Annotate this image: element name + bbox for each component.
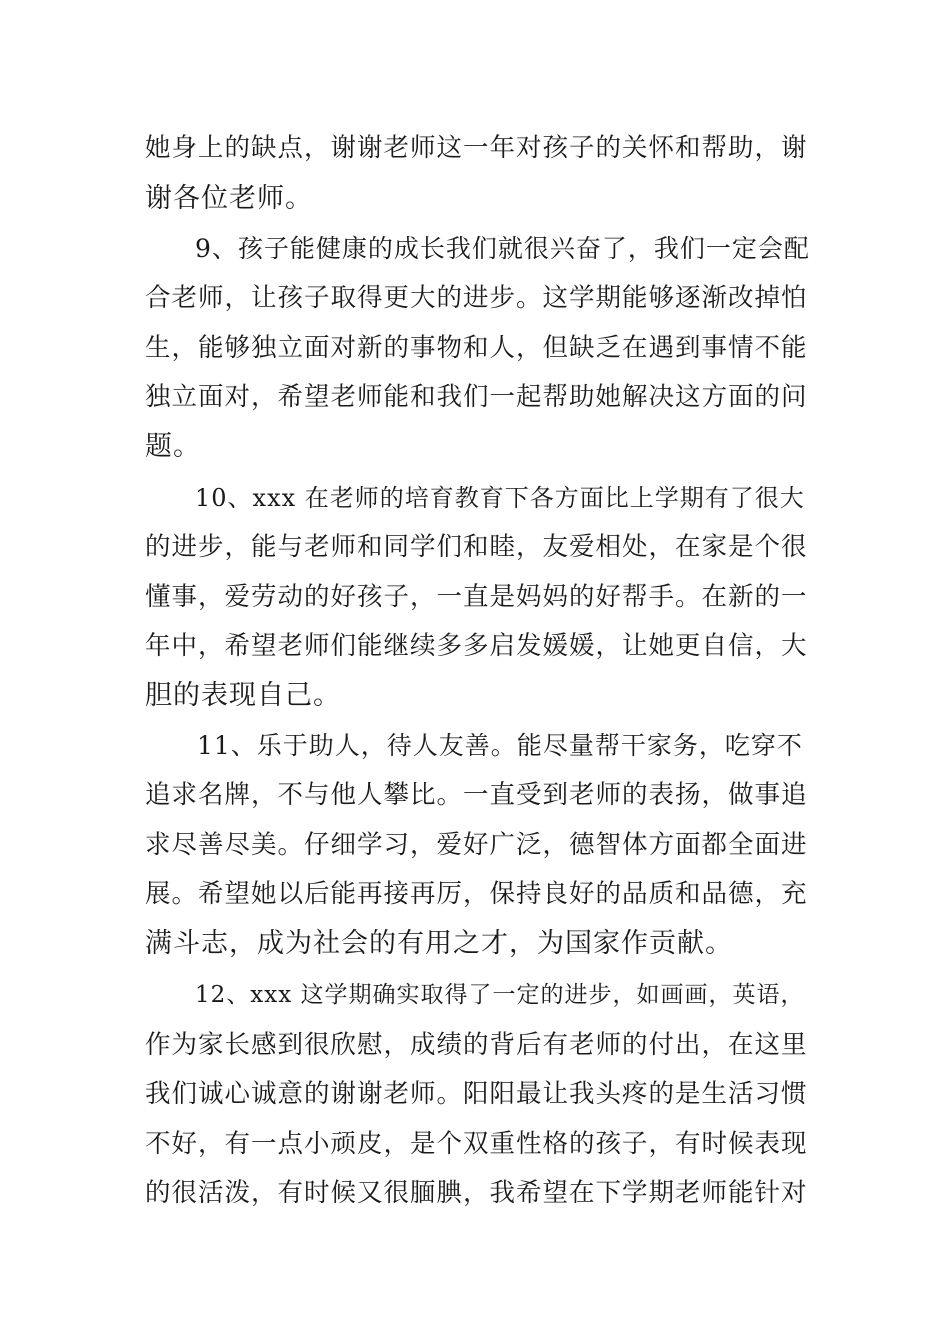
text-line: 求尽善尽美。仔细学习，爱好广泛，德智体方面都全面进: [145, 830, 808, 860]
text-line: 10、xxx 在老师的培育教育下各方面比上学期有了很大: [195, 484, 805, 512]
text-line: 不好，有一点小顽皮，是个双重性格的孩子，有时候表现: [145, 1129, 808, 1159]
text-line: 满斗志，成为社会的有用之才，为国家作贡献。: [145, 928, 733, 959]
text-line: 胆的表现自己。: [145, 680, 341, 711]
text-line: 合老师，让孩子取得更大的进步。这学期能够逐渐改掉怕: [145, 283, 808, 313]
text-line: 9、孩子能健康的成长我们就很兴奋了，我们一定会配: [195, 234, 810, 263]
text-line: 的进步，能与老师和同学们和睦，友爱相处，在家是个很: [145, 532, 808, 562]
text-line: 年中，希望老师们能继续多多启发媛媛，让她更自信，大: [145, 631, 808, 661]
text-line: 追求名牌，不与他人攀比。一直受到老师的表扬，做事追: [145, 780, 808, 810]
text-line: 我们诚心诚意的谢谢老师。阳阳最让我头疼的是生活习惯: [145, 1079, 808, 1109]
text-line: 作为家长感到很欣慰，成绩的背后有老师的付出，在这里: [145, 1030, 808, 1060]
text-line: 她身上的缺点，谢谢老师这一年对孩子的关怀和帮助，谢: [145, 133, 808, 163]
text-line: 的很活泼，有时候又很腼腆，我希望在下学期老师能针对: [145, 1178, 808, 1208]
text-line: 懂事，爱劳动的好孩子，一直是妈妈的好帮手。在新的一: [145, 582, 808, 612]
text-line: 11、乐于助人，待人友善。能尽量帮干家务，吃穿不: [197, 731, 803, 760]
text-line: 展。希望她以后能再接再厉，保持良好的品质和品德，充: [145, 879, 808, 909]
text-line: 生，能够独立面对新的事物和人，但缺乏在遇到事情不能: [145, 333, 808, 363]
text-line: 谢各位老师。: [145, 183, 313, 214]
text-line: 独立面对，希望老师能和我们一起帮助她解决这方面的问: [145, 382, 808, 412]
text-line: 12、xxx 这学期确实取得了一定的进步，如画画，英语，: [195, 982, 805, 1008]
text-line: 题。: [145, 431, 201, 462]
